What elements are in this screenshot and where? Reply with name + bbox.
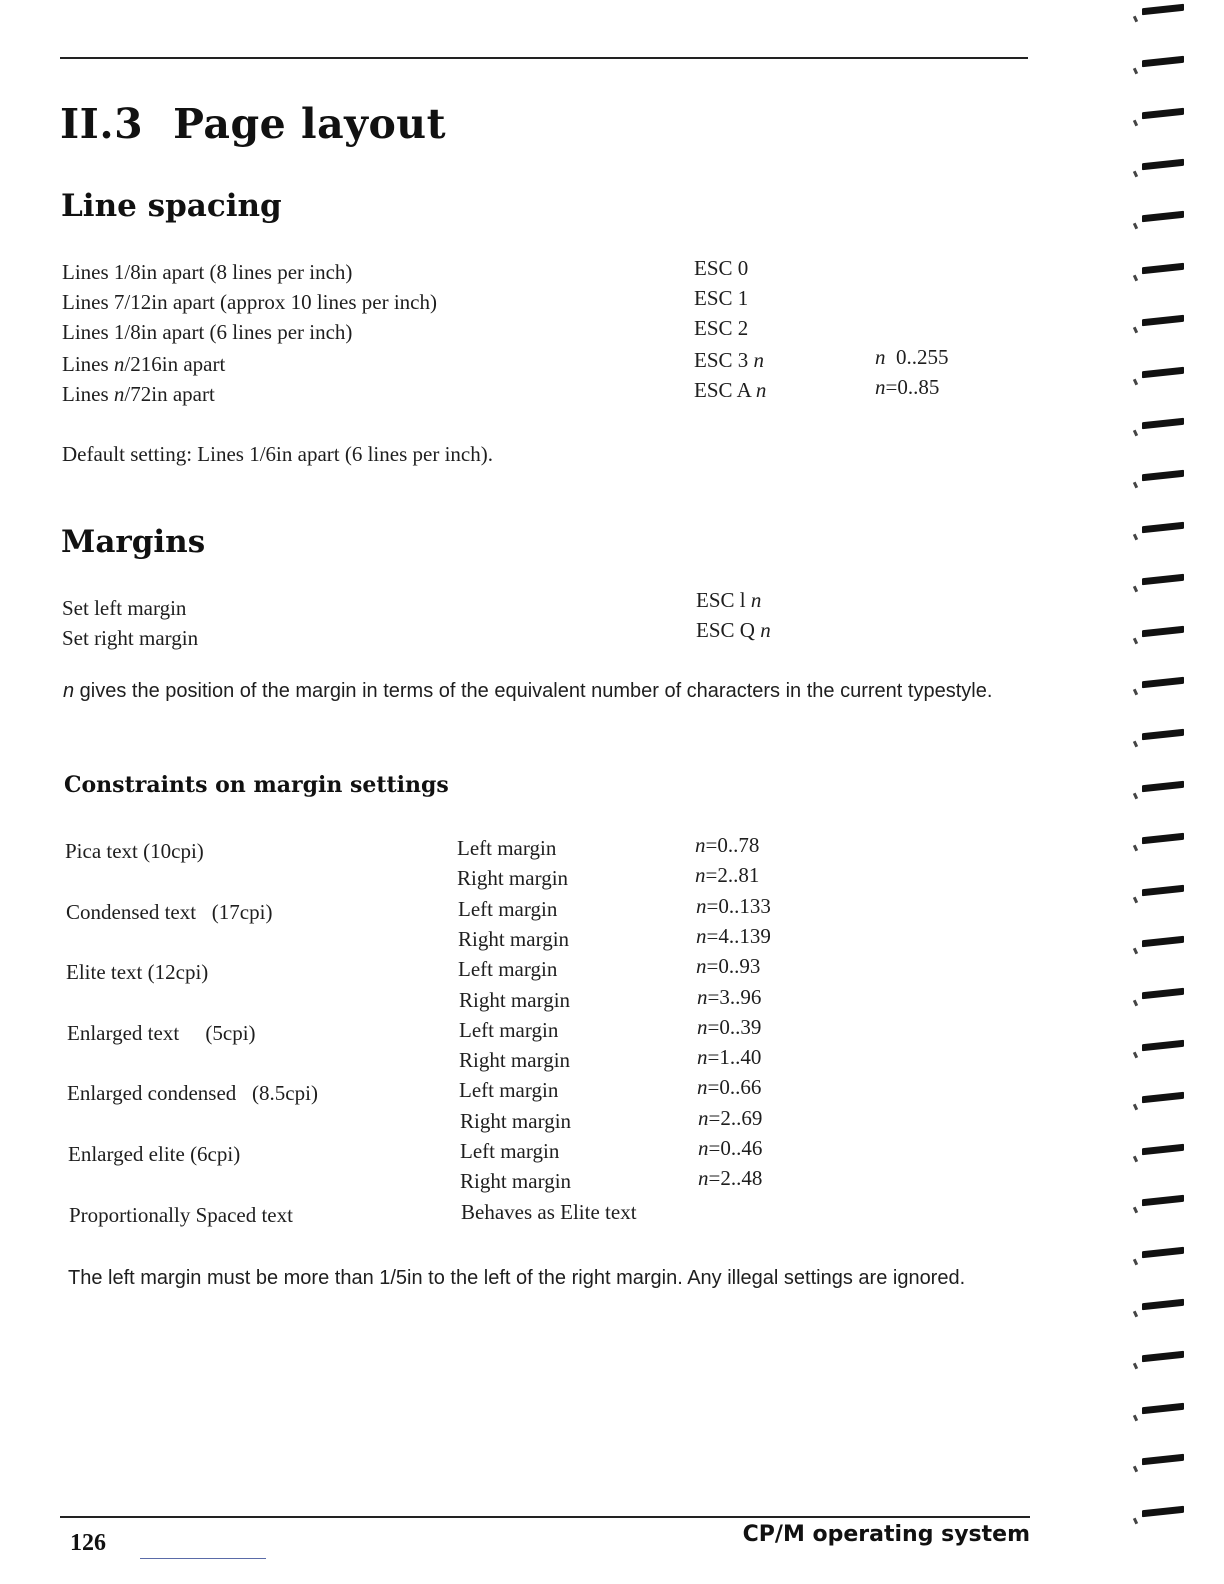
binding-ring-bar	[1142, 1247, 1184, 1258]
binding-ring-bar	[1142, 107, 1184, 118]
binding-ring-bar	[1142, 1402, 1184, 1413]
margin-side-label: Right margin	[460, 1109, 572, 1133]
binding-ring-tick	[1133, 844, 1138, 851]
margin-side-label: Right margin	[459, 988, 571, 1012]
line-spacing-desc	[62, 292, 437, 313]
binding-ring	[1128, 576, 1186, 586]
desc-text: /216in apart	[124, 352, 226, 376]
binding-ring-tick	[1133, 1103, 1138, 1110]
line-spacing-desc	[62, 322, 352, 343]
margins-note-text: gives the position of the margin in terms of the equivalent number of characters in the current typestyle.	[74, 680, 993, 702]
binding-ring	[1128, 938, 1186, 948]
binding-ring	[1128, 213, 1186, 223]
binding-ring-tick	[1133, 378, 1138, 385]
line-spacing-default: Default setting: Lines 1/6in apart (6 lines per inch).	[62, 442, 493, 466]
binding-ring	[1128, 524, 1186, 534]
binding-ring-tick	[1133, 430, 1138, 437]
footer-rule	[60, 1516, 1030, 1518]
typestyle-name: Enlarged text (5cpi)	[67, 1021, 256, 1045]
typestyle-name: Pica text (10cpi)	[65, 839, 204, 863]
binding-ring-tick	[1133, 326, 1138, 333]
binding-ring-bar	[1142, 56, 1184, 67]
binding-ring-bar	[1142, 211, 1184, 222]
line-spacing-code	[694, 378, 766, 403]
range-value: =4..139	[706, 924, 771, 948]
code-text: ESC 1	[694, 286, 749, 310]
margins-note	[63, 674, 1028, 709]
binding-ring-bar	[1142, 1351, 1184, 1362]
code-text: ESC 2	[694, 316, 749, 340]
range-value: =2..69	[708, 1106, 763, 1130]
binding-ring-tick	[1133, 1155, 1138, 1162]
range-value: =1..40	[707, 1045, 762, 1069]
binding-ring-tick	[1133, 16, 1138, 23]
binding-ring-bar	[1142, 315, 1184, 326]
footer-underline	[140, 1558, 266, 1559]
binding-ring-tick	[1133, 637, 1138, 644]
binding-ring	[1128, 835, 1186, 845]
binding-ring-bar	[1142, 418, 1184, 429]
binding-ring-tick	[1133, 171, 1138, 178]
range-var: n	[698, 1166, 709, 1190]
code-text: ESC l	[696, 588, 751, 612]
margin-side-label: Right margin	[460, 1169, 572, 1193]
binding-ring	[1128, 1094, 1186, 1104]
binding-ring-tick	[1133, 585, 1138, 592]
binding-ring	[1128, 783, 1186, 793]
desc-var: n	[113, 352, 125, 376]
spiral-binding	[1120, 0, 1224, 1584]
binding-ring-tick	[1133, 1259, 1138, 1266]
binding-ring-bar	[1142, 1195, 1184, 1206]
chapter-number: II.3	[60, 100, 144, 148]
desc-var: n	[113, 382, 125, 406]
desc-text: Lines	[62, 352, 114, 376]
margin-range	[697, 1045, 761, 1070]
binding-ring	[1128, 887, 1186, 897]
margin-range	[697, 1075, 761, 1100]
range-var: n	[697, 985, 708, 1009]
range-var: n	[696, 894, 707, 918]
margin-range	[698, 1106, 762, 1131]
desc-text: Lines 1/8in apart (8 lines per inch)	[62, 260, 353, 284]
margin-range	[697, 1015, 761, 1040]
binding-ring-bar	[1142, 1143, 1184, 1154]
code-var: n	[760, 618, 771, 642]
desc-text: Lines 7/12in apart (approx 10 lines per inch)	[62, 290, 437, 314]
binding-ring	[1128, 110, 1186, 120]
binding-ring	[1128, 1405, 1186, 1415]
code-text: ESC 0	[694, 256, 749, 280]
binding-ring-bar	[1142, 1506, 1184, 1517]
margin-side-label: Left margin	[458, 897, 558, 921]
line-spacing-code	[694, 286, 748, 311]
binding-ring	[1128, 317, 1186, 327]
binding-ring-tick	[1133, 1207, 1138, 1214]
margin-side-label: Left margin	[459, 1078, 559, 1102]
margin-command-code	[696, 618, 771, 643]
range-value: =2..81	[705, 863, 760, 887]
margin-range	[695, 833, 759, 858]
line-spacing-range	[875, 375, 939, 400]
book-title: CP/M operating system	[742, 1522, 1030, 1547]
binding-ring-tick	[1133, 482, 1138, 489]
margin-range	[698, 1166, 762, 1191]
binding-ring-tick	[1133, 793, 1138, 800]
range-value: =0..133	[706, 894, 771, 918]
binding-ring-tick	[1133, 741, 1138, 748]
code-var: n	[753, 348, 765, 372]
line-spacing-desc	[62, 384, 215, 405]
typestyle-name: Enlarged condensed (8.5cpi)	[67, 1081, 318, 1105]
binding-ring-tick	[1133, 275, 1138, 282]
binding-ring	[1128, 265, 1186, 275]
binding-ring-tick	[1133, 1466, 1138, 1473]
range-value: 0..255	[885, 345, 949, 369]
binding-ring-bar	[1142, 1299, 1184, 1310]
range-var: n	[695, 833, 706, 857]
range-var: n	[697, 1075, 708, 1099]
range-value: =0..66	[707, 1075, 762, 1099]
binding-ring	[1128, 6, 1186, 16]
margins-note-var: n	[63, 680, 75, 702]
margin-range	[696, 924, 771, 949]
binding-ring-bar	[1142, 263, 1184, 274]
binding-ring-tick	[1133, 67, 1138, 74]
binding-ring	[1128, 679, 1186, 689]
binding-ring-bar	[1142, 936, 1184, 947]
binding-ring-tick	[1133, 1518, 1138, 1525]
binding-ring-bar	[1142, 522, 1184, 533]
binding-ring	[1128, 1508, 1186, 1518]
range-value: =0..93	[706, 954, 761, 978]
code-text: ESC A	[694, 378, 756, 402]
margin-range	[698, 1136, 762, 1161]
binding-ring-bar	[1142, 470, 1184, 481]
binding-ring-tick	[1133, 534, 1138, 541]
binding-ring-tick	[1133, 1362, 1138, 1369]
binding-ring-bar	[1142, 1092, 1184, 1103]
constraints-closing: The left margin must be more than 1/5in to the left of the right margin. Any illegal settings are ignored.	[68, 1267, 966, 1289]
typestyle-name: Proportionally Spaced text	[69, 1203, 293, 1227]
binding-ring-bar	[1142, 677, 1184, 688]
binding-ring	[1128, 1146, 1186, 1156]
binding-ring-tick	[1133, 896, 1138, 903]
range-var: n	[698, 1106, 709, 1130]
margin-side-label: Right margin	[459, 1048, 571, 1072]
binding-ring-bar	[1142, 1454, 1184, 1465]
binding-ring-tick	[1133, 689, 1138, 696]
line-spacing-code	[694, 256, 748, 281]
binding-ring-bar	[1142, 781, 1184, 792]
range-var: n	[695, 863, 706, 887]
range-value: =0..46	[708, 1136, 763, 1160]
binding-ring-tick	[1133, 119, 1138, 126]
margin-command-desc: Set left margin	[62, 596, 187, 620]
line-spacing-code	[694, 348, 764, 373]
desc-text: /72in apart	[124, 382, 215, 406]
range-var: n	[696, 954, 707, 978]
binding-ring-bar	[1142, 988, 1184, 999]
range-value: =2..48	[708, 1166, 763, 1190]
binding-ring-bar	[1142, 884, 1184, 895]
binding-ring-bar	[1142, 833, 1184, 844]
binding-ring-bar	[1142, 625, 1184, 636]
binding-ring-bar	[1142, 729, 1184, 740]
binding-ring	[1128, 420, 1186, 430]
binding-ring-bar	[1142, 1040, 1184, 1051]
margin-range	[696, 954, 760, 979]
margin-command-desc: Set right margin	[62, 626, 199, 650]
binding-ring-tick	[1133, 1052, 1138, 1059]
range-var: n	[875, 375, 886, 399]
binding-ring-bar	[1142, 159, 1184, 170]
constraints-heading: Constraints on margin settings	[64, 772, 449, 798]
margin-range	[695, 863, 759, 888]
range-var: n	[875, 345, 886, 369]
binding-ring	[1128, 1301, 1186, 1311]
range-var: n	[697, 1015, 708, 1039]
binding-ring	[1128, 472, 1186, 482]
range-value: =3..96	[707, 985, 762, 1009]
binding-ring	[1128, 990, 1186, 1000]
binding-ring-tick	[1133, 223, 1138, 230]
margin-side-label: Behaves as Elite text	[461, 1200, 637, 1224]
range-var: n	[697, 1045, 708, 1069]
binding-ring-bar	[1142, 574, 1184, 585]
range-var: n	[698, 1136, 709, 1160]
line-spacing-desc	[62, 262, 352, 283]
binding-ring	[1128, 1353, 1186, 1363]
line-spacing-desc	[62, 354, 225, 375]
margin-range	[696, 894, 771, 919]
chapter-title-text: Page layout	[173, 100, 447, 148]
margin-side-label: Left margin	[457, 836, 557, 860]
margin-side-label: Right margin	[457, 866, 569, 890]
line-spacing-code	[694, 316, 748, 341]
margin-side-label: Right margin	[458, 927, 570, 951]
binding-ring-tick	[1133, 1311, 1138, 1318]
range-value: =0..39	[707, 1015, 762, 1039]
line-spacing-range	[875, 345, 949, 370]
margin-range	[697, 985, 761, 1010]
range-value: =0..85	[885, 375, 940, 399]
margin-side-label: Left margin	[460, 1139, 560, 1163]
header-rule	[60, 57, 1028, 59]
binding-ring	[1128, 1249, 1186, 1259]
page-number: 126	[70, 1530, 106, 1556]
margin-side-label: Left margin	[459, 1018, 559, 1042]
margins-heading: Margins	[61, 524, 206, 560]
desc-text: Lines	[62, 382, 114, 406]
binding-ring	[1128, 1197, 1186, 1207]
range-value: =0..78	[705, 833, 760, 857]
binding-ring-tick	[1133, 948, 1138, 955]
code-text: ESC Q	[696, 618, 761, 642]
desc-text: Lines 1/8in apart (6 lines per inch)	[62, 320, 353, 344]
binding-ring	[1128, 369, 1186, 379]
binding-ring-bar	[1142, 366, 1184, 377]
code-var: n	[755, 378, 767, 402]
typestyle-name: Elite text (12cpi)	[66, 960, 209, 984]
line-spacing-heading: Line spacing	[61, 188, 282, 224]
margin-side-label: Left margin	[458, 957, 558, 981]
binding-ring-tick	[1133, 1000, 1138, 1007]
binding-ring	[1128, 731, 1186, 741]
typestyle-name: Condensed text (17cpi)	[66, 900, 273, 924]
code-text: ESC 3	[694, 348, 754, 372]
binding-ring	[1128, 1456, 1186, 1466]
binding-ring-bar	[1142, 4, 1184, 15]
margin-command-code	[696, 588, 761, 613]
range-var: n	[696, 924, 707, 948]
code-var: n	[750, 588, 762, 612]
binding-ring	[1128, 1042, 1186, 1052]
binding-ring	[1128, 58, 1186, 68]
chapter-title	[60, 100, 446, 148]
binding-ring	[1128, 161, 1186, 171]
typestyle-name: Enlarged elite (6cpi)	[68, 1142, 241, 1166]
binding-ring	[1128, 628, 1186, 638]
binding-ring-tick	[1133, 1414, 1138, 1421]
